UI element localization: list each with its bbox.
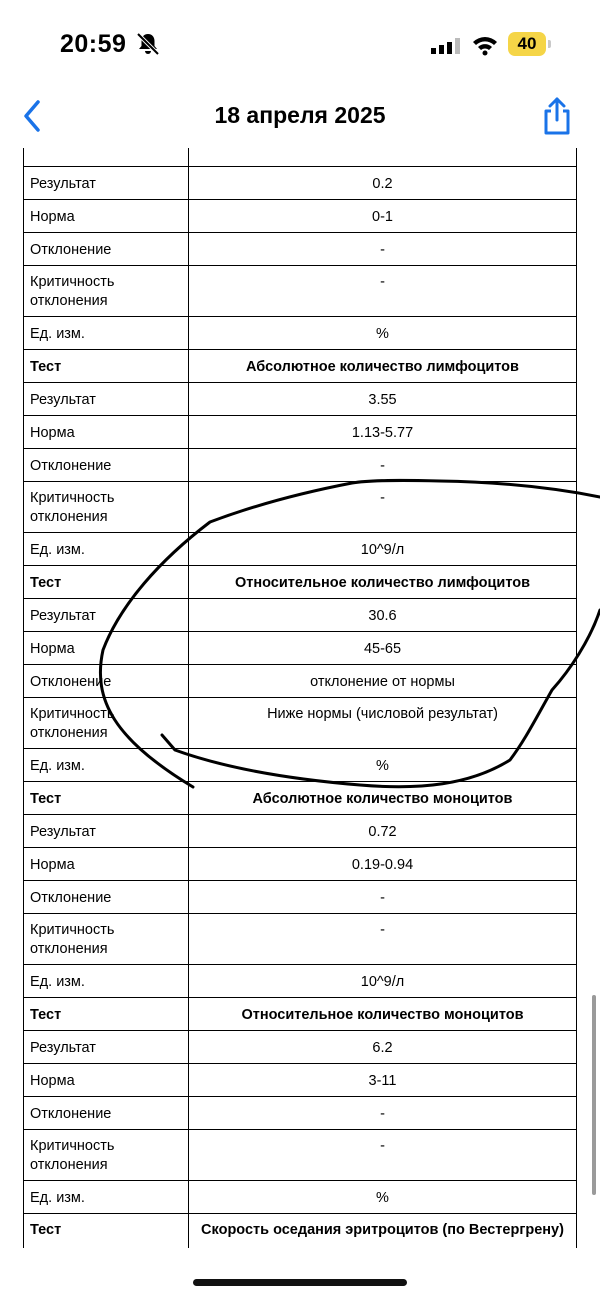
row-label: Тест — [24, 1214, 189, 1249]
row-label: Ед. изм. — [24, 749, 189, 782]
table-row — [24, 1181, 577, 1214]
table-row — [24, 965, 577, 998]
row-label: Отклонение — [24, 233, 189, 266]
test-header-row — [24, 566, 577, 599]
results-table — [23, 148, 577, 1248]
row-value: 1.13-5.77 — [189, 416, 577, 449]
row-value: - — [189, 233, 577, 266]
row-label: Ед. изм. — [24, 1181, 189, 1214]
test-name: Относительное количество лимфоцитов — [189, 566, 577, 599]
table-row — [24, 449, 577, 482]
row-label: Критичность отклонения — [24, 914, 189, 965]
results-table-wrapper — [23, 148, 577, 1248]
row-value: % — [189, 1181, 577, 1214]
battery-indicator — [508, 32, 552, 56]
row-label: Отклонение — [24, 881, 189, 914]
row-value: 3-11 — [189, 1064, 577, 1097]
share-icon[interactable] — [540, 96, 574, 136]
row-label: Результат — [24, 599, 189, 632]
row-value: 0.2 — [189, 167, 577, 200]
row-label: Ед. изм. — [24, 965, 189, 998]
row-label: Норма — [24, 848, 189, 881]
cellular-signal-icon — [430, 36, 464, 56]
row-value: - — [189, 914, 577, 965]
table-row — [24, 815, 577, 848]
row-label: Результат — [24, 383, 189, 416]
table-row — [24, 266, 577, 317]
row-label: Критичность отклонения — [24, 482, 189, 533]
row-label: Норма — [24, 632, 189, 665]
table-row — [24, 848, 577, 881]
row-label: Тест — [24, 998, 189, 1031]
row-label: Критичность отклонения — [24, 266, 189, 317]
table-row — [24, 1130, 577, 1181]
test-name: Относительное количество моноцитов — [189, 998, 577, 1031]
test-name: Абсолютное количество моноцитов — [189, 782, 577, 815]
table-row — [24, 167, 577, 200]
row-value: отклонение от нормы — [189, 665, 577, 698]
row-value: 0.19-0.94 — [189, 848, 577, 881]
table-row — [24, 1064, 577, 1097]
test-header-row — [24, 350, 577, 383]
row-value: 0-1 — [189, 200, 577, 233]
row-label: Критичность отклонения — [24, 698, 189, 749]
row-label: Результат — [24, 1031, 189, 1064]
row-value: - — [189, 881, 577, 914]
table-row — [24, 1097, 577, 1130]
battery-cap — [548, 40, 551, 48]
table-row — [24, 698, 577, 749]
row-value: - — [189, 1097, 577, 1130]
scrollbar[interactable] — [592, 995, 596, 1195]
row-value: 45-65 — [189, 632, 577, 665]
status-bar — [0, 0, 600, 90]
row-label: Отклонение — [24, 665, 189, 698]
row-value: 0.72 — [189, 815, 577, 848]
row-label: Ед. изм. — [24, 317, 189, 350]
status-time: 20:59 — [60, 30, 127, 58]
cell-empty — [24, 148, 189, 167]
row-label: Тест — [24, 782, 189, 815]
row-value: Ниже нормы (числовой результат) — [189, 698, 577, 749]
row-label: Норма — [24, 416, 189, 449]
page-title: 18 апреля 2025 — [214, 102, 386, 128]
cell-empty — [189, 148, 577, 167]
row-value: 3.55 — [189, 383, 577, 416]
table-row — [24, 632, 577, 665]
table-row — [24, 148, 577, 167]
row-value: 30.6 — [189, 599, 577, 632]
row-value: 10^9/л — [189, 965, 577, 998]
table-row — [24, 881, 577, 914]
home-indicator[interactable] — [193, 1279, 407, 1286]
wifi-icon — [472, 34, 498, 56]
row-value: - — [189, 1130, 577, 1181]
test-name: Абсолютное количество лимфоцитов — [189, 350, 577, 383]
row-label: Ед. изм. — [24, 533, 189, 566]
row-label: Критичность отклонения — [24, 1130, 189, 1181]
table-row — [24, 533, 577, 566]
battery-level: 40 — [508, 32, 546, 56]
table-row — [24, 317, 577, 350]
table-row — [24, 665, 577, 698]
row-value: - — [189, 266, 577, 317]
row-value: % — [189, 317, 577, 350]
row-label: Отклонение — [24, 449, 189, 482]
row-label: Норма — [24, 200, 189, 233]
row-label: Тест — [24, 350, 189, 383]
bell-muted-icon — [135, 31, 161, 57]
table-row — [24, 383, 577, 416]
table-row — [24, 1031, 577, 1064]
test-header-row — [24, 782, 577, 815]
row-label: Норма — [24, 1064, 189, 1097]
row-value: 10^9/л — [189, 533, 577, 566]
table-row — [24, 482, 577, 533]
table-row — [24, 233, 577, 266]
row-value: % — [189, 749, 577, 782]
table-row — [24, 749, 577, 782]
test-header-row — [24, 1214, 577, 1249]
table-row — [24, 914, 577, 965]
results-document[interactable] — [0, 148, 600, 1248]
table-row — [24, 599, 577, 632]
row-label: Результат — [24, 167, 189, 200]
table-row — [24, 200, 577, 233]
row-label: Результат — [24, 815, 189, 848]
test-name: Скорость оседания эритроцитов (по Вестергрену) — [189, 1214, 577, 1249]
row-label: Отклонение — [24, 1097, 189, 1130]
table-row — [24, 416, 577, 449]
nav-bar — [0, 90, 600, 145]
test-header-row — [24, 998, 577, 1031]
row-value: - — [189, 449, 577, 482]
row-value: 6.2 — [189, 1031, 577, 1064]
row-value: - — [189, 482, 577, 533]
row-label: Тест — [24, 566, 189, 599]
